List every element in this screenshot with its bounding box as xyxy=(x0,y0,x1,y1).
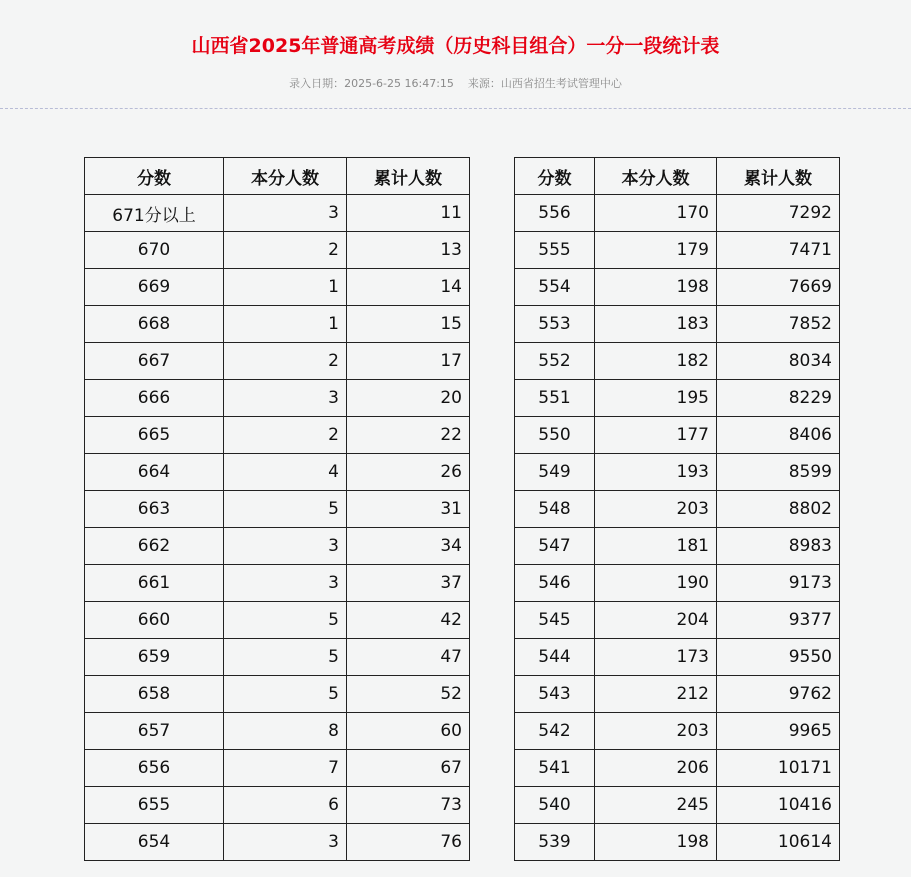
cell-score: 548 xyxy=(515,491,595,528)
cell-score: 551 xyxy=(515,380,595,417)
cell-count: 8 xyxy=(224,713,347,750)
cell-cumulative: 34 xyxy=(347,528,470,565)
table-row xyxy=(85,417,470,454)
cell-cumulative: 15 xyxy=(347,306,470,343)
cell-count: 198 xyxy=(595,824,717,861)
table-row xyxy=(85,713,470,750)
cell-cumulative: 22 xyxy=(347,417,470,454)
cell-score: 547 xyxy=(515,528,595,565)
table-row xyxy=(515,454,840,491)
cell-count: 5 xyxy=(224,639,347,676)
cell-cumulative: 20 xyxy=(347,380,470,417)
cell-count: 204 xyxy=(595,602,717,639)
table-row xyxy=(515,824,840,861)
cell-count: 198 xyxy=(595,269,717,306)
table-row xyxy=(515,787,840,824)
cell-count: 203 xyxy=(595,491,717,528)
cell-score: 659 xyxy=(85,639,224,676)
page-title: 山西省2025年普通高考成绩（历史科目组合）一分一段统计表 xyxy=(191,35,720,57)
table-row xyxy=(515,491,840,528)
header-count: 本分人数 xyxy=(595,158,717,195)
table-row xyxy=(515,232,840,269)
cell-count: 2 xyxy=(224,232,347,269)
cell-cumulative: 52 xyxy=(347,676,470,713)
header-cumulative: 累计人数 xyxy=(717,158,840,195)
table-row xyxy=(515,750,840,787)
cell-cumulative: 11 xyxy=(347,195,470,232)
table-row xyxy=(515,195,840,232)
table-row xyxy=(85,232,470,269)
table-header-row xyxy=(515,158,840,195)
table-row xyxy=(515,676,840,713)
cell-score: 539 xyxy=(515,824,595,861)
cell-cumulative: 13 xyxy=(347,232,470,269)
table-row xyxy=(515,417,840,454)
cell-cumulative: 14 xyxy=(347,269,470,306)
cell-count: 3 xyxy=(224,824,347,861)
cell-cumulative: 8802 xyxy=(717,491,840,528)
cell-count: 5 xyxy=(224,491,347,528)
cell-cumulative: 47 xyxy=(347,639,470,676)
table-row xyxy=(85,824,470,861)
cell-count: 190 xyxy=(595,565,717,602)
cell-cumulative: 42 xyxy=(347,602,470,639)
cell-count: 4 xyxy=(224,454,347,491)
table-row xyxy=(85,343,470,380)
cell-score: 540 xyxy=(515,787,595,824)
cell-score: 665 xyxy=(85,417,224,454)
cell-score: 655 xyxy=(85,787,224,824)
cell-score: 662 xyxy=(85,528,224,565)
table-row xyxy=(515,269,840,306)
cell-score: 671分以上 xyxy=(85,195,224,232)
cell-score: 654 xyxy=(85,824,224,861)
cell-count: 173 xyxy=(595,639,717,676)
table-row xyxy=(85,491,470,528)
cell-count: 193 xyxy=(595,454,717,491)
cell-cumulative: 10416 xyxy=(717,787,840,824)
cell-score: 554 xyxy=(515,269,595,306)
cell-score: 663 xyxy=(85,491,224,528)
cell-cumulative: 8034 xyxy=(717,343,840,380)
cell-count: 245 xyxy=(595,787,717,824)
table-row xyxy=(515,528,840,565)
cell-cumulative: 60 xyxy=(347,713,470,750)
cell-cumulative: 7292 xyxy=(717,195,840,232)
cell-score: 661 xyxy=(85,565,224,602)
table-header-row xyxy=(85,158,470,195)
cell-cumulative: 8229 xyxy=(717,380,840,417)
cell-cumulative: 9762 xyxy=(717,676,840,713)
cell-cumulative: 17 xyxy=(347,343,470,380)
cell-cumulative: 9377 xyxy=(717,602,840,639)
cell-count: 181 xyxy=(595,528,717,565)
cell-count: 1 xyxy=(224,269,347,306)
table-row xyxy=(85,306,470,343)
cell-score: 667 xyxy=(85,343,224,380)
entry-date: 录入日期：2025-6-25 16:47:15 xyxy=(289,77,454,90)
cell-score: 549 xyxy=(515,454,595,491)
cell-cumulative: 7669 xyxy=(717,269,840,306)
table-row xyxy=(85,639,470,676)
header-score: 分数 xyxy=(515,158,595,195)
cell-score: 658 xyxy=(85,676,224,713)
table-row xyxy=(515,343,840,380)
cell-score: 666 xyxy=(85,380,224,417)
source: 来源：山西省招生考试管理中心 xyxy=(467,77,622,90)
score-table-right xyxy=(514,157,840,861)
table-row xyxy=(85,750,470,787)
cell-cumulative: 9965 xyxy=(717,713,840,750)
cell-cumulative: 67 xyxy=(347,750,470,787)
cell-count: 177 xyxy=(595,417,717,454)
cell-count: 2 xyxy=(224,417,347,454)
table-row xyxy=(85,787,470,824)
cell-score: 669 xyxy=(85,269,224,306)
cell-count: 3 xyxy=(224,195,347,232)
cell-cumulative: 10171 xyxy=(717,750,840,787)
cell-score: 670 xyxy=(85,232,224,269)
cell-count: 1 xyxy=(224,306,347,343)
header-cumulative: 累计人数 xyxy=(347,158,470,195)
cell-count: 5 xyxy=(224,676,347,713)
cell-count: 179 xyxy=(595,232,717,269)
cell-cumulative: 8406 xyxy=(717,417,840,454)
cell-cumulative: 37 xyxy=(347,565,470,602)
cell-count: 3 xyxy=(224,528,347,565)
table-row xyxy=(515,380,840,417)
table-row xyxy=(515,306,840,343)
divider xyxy=(0,108,911,109)
cell-cumulative: 8983 xyxy=(717,528,840,565)
cell-cumulative: 9550 xyxy=(717,639,840,676)
table-row xyxy=(515,565,840,602)
cell-count: 182 xyxy=(595,343,717,380)
cell-score: 664 xyxy=(85,454,224,491)
cell-count: 5 xyxy=(224,602,347,639)
cell-count: 3 xyxy=(224,380,347,417)
table-row xyxy=(515,602,840,639)
table-row xyxy=(85,565,470,602)
cell-score: 660 xyxy=(85,602,224,639)
cell-count: 170 xyxy=(595,195,717,232)
cell-score: 545 xyxy=(515,602,595,639)
cell-score: 668 xyxy=(85,306,224,343)
cell-score: 556 xyxy=(515,195,595,232)
cell-count: 3 xyxy=(224,565,347,602)
cell-count: 2 xyxy=(224,343,347,380)
article-meta xyxy=(0,76,911,92)
cell-score: 552 xyxy=(515,343,595,380)
cell-count: 6 xyxy=(224,787,347,824)
cell-score: 656 xyxy=(85,750,224,787)
cell-score: 550 xyxy=(515,417,595,454)
table-row xyxy=(85,528,470,565)
cell-score: 543 xyxy=(515,676,595,713)
table-row xyxy=(85,195,470,232)
cell-score: 553 xyxy=(515,306,595,343)
cell-cumulative: 8599 xyxy=(717,454,840,491)
cell-cumulative: 7471 xyxy=(717,232,840,269)
cell-count: 183 xyxy=(595,306,717,343)
cell-count: 206 xyxy=(595,750,717,787)
cell-cumulative: 31 xyxy=(347,491,470,528)
cell-count: 212 xyxy=(595,676,717,713)
table-row xyxy=(85,454,470,491)
table-row xyxy=(515,639,840,676)
cell-count: 7 xyxy=(224,750,347,787)
table-row xyxy=(85,676,470,713)
table-row xyxy=(85,602,470,639)
cell-cumulative: 9173 xyxy=(717,565,840,602)
score-table-left xyxy=(84,157,470,861)
cell-count: 195 xyxy=(595,380,717,417)
cell-score: 657 xyxy=(85,713,224,750)
cell-score: 555 xyxy=(515,232,595,269)
cell-cumulative: 10614 xyxy=(717,824,840,861)
cell-cumulative: 7852 xyxy=(717,306,840,343)
cell-score: 541 xyxy=(515,750,595,787)
cell-score: 542 xyxy=(515,713,595,750)
table-row xyxy=(515,713,840,750)
cell-score: 546 xyxy=(515,565,595,602)
cell-count: 203 xyxy=(595,713,717,750)
table-row xyxy=(85,380,470,417)
cell-score: 544 xyxy=(515,639,595,676)
cell-cumulative: 26 xyxy=(347,454,470,491)
header-count: 本分人数 xyxy=(224,158,347,195)
cell-cumulative: 76 xyxy=(347,824,470,861)
cell-cumulative: 73 xyxy=(347,787,470,824)
table-row xyxy=(85,269,470,306)
header-score: 分数 xyxy=(85,158,224,195)
